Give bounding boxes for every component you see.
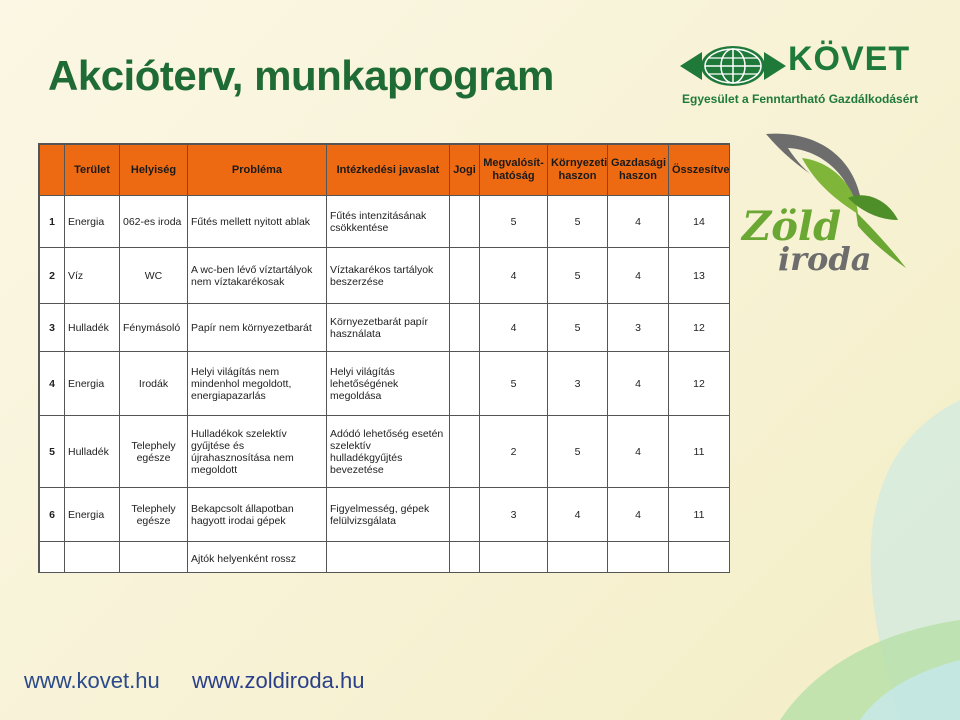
zold-logo-line1: Zöld — [742, 203, 842, 250]
col-header-problem: Probléma — [188, 145, 327, 196]
row-econ-benefit — [608, 542, 669, 574]
row-index: 3 — [40, 304, 65, 352]
kovet-logo-subtitle: Egyesület a Fenntartható Gazdálkodásért — [682, 92, 919, 106]
row-total: 13 — [669, 248, 730, 304]
decorative-swirl — [740, 360, 960, 720]
row-index: 2 — [40, 248, 65, 304]
row-econ-benefit: 4 — [608, 196, 669, 248]
row-index: 1 — [40, 196, 65, 248]
row-total — [669, 542, 730, 574]
row-feasibility: 2 — [480, 416, 548, 488]
row-feasibility: 3 — [480, 488, 548, 542]
row-problem: Hulladékok szelektív gyűjtése és újrahasznosítása nem megoldott — [188, 416, 327, 488]
row-env-benefit: 5 — [548, 416, 608, 488]
row-problem: A wc-ben lévő víztartályok nem víztakarékosak — [188, 248, 327, 304]
col-header-proposal: Intézkedési javaslat — [327, 145, 450, 196]
table-row — [40, 488, 730, 542]
table-row — [40, 248, 730, 304]
row-problem: Helyi világítás nem mindenhol megoldott, energiapazarlás — [188, 352, 327, 416]
row-room: Fénymásoló — [120, 304, 188, 352]
row-env-benefit: 5 — [548, 304, 608, 352]
row-legal — [450, 352, 480, 416]
row-room: Irodák — [120, 352, 188, 416]
action-plan-table — [39, 144, 730, 573]
table-row — [40, 416, 730, 488]
row-area: Hulladék — [65, 416, 120, 488]
row-feasibility — [480, 542, 548, 574]
row-room: Telephely egésze — [120, 416, 188, 488]
row-area — [65, 542, 120, 574]
row-econ-benefit: 3 — [608, 304, 669, 352]
row-econ-benefit: 4 — [608, 248, 669, 304]
col-header-feasibility: Megvalósít-hatóság — [480, 145, 548, 196]
row-proposal: Adódó lehetőség esetén szelektív hulladékgyűjtés bevezetése — [327, 416, 450, 488]
row-room: 062-es iroda — [120, 196, 188, 248]
row-env-benefit — [548, 542, 608, 574]
row-room: WC — [120, 248, 188, 304]
col-header-env-benefit: Környezeti haszon — [548, 145, 608, 196]
globe-icon — [680, 44, 786, 88]
kovet-logo — [680, 40, 920, 112]
row-problem: Ajtók helyenként rossz — [188, 542, 327, 574]
row-env-benefit: 5 — [548, 248, 608, 304]
row-legal — [450, 488, 480, 542]
zoldiroda-website-link[interactable]: www.zoldiroda.hu — [192, 668, 365, 693]
row-econ-benefit: 4 — [608, 416, 669, 488]
table-header-row — [40, 145, 730, 196]
row-legal — [450, 304, 480, 352]
row-total: 11 — [669, 488, 730, 542]
zold-logo-line2: iroda — [778, 240, 872, 278]
row-total: 12 — [669, 304, 730, 352]
row-room: Telephely egésze — [120, 488, 188, 542]
row-legal — [450, 542, 480, 574]
col-header-room: Helyiség — [120, 145, 188, 196]
row-econ-benefit: 4 — [608, 352, 669, 416]
row-total: 12 — [669, 352, 730, 416]
action-plan-table-wrapper — [38, 143, 730, 573]
row-proposal — [327, 542, 450, 574]
row-index: 4 — [40, 352, 65, 416]
table-row — [40, 196, 730, 248]
col-header-legal: Jogi — [450, 145, 480, 196]
row-problem: Fűtés mellett nyitott ablak — [188, 196, 327, 248]
table-row — [40, 542, 730, 574]
row-area: Hulladék — [65, 304, 120, 352]
row-room — [120, 542, 188, 574]
row-econ-benefit: 4 — [608, 488, 669, 542]
row-proposal: Fűtés intenzitásának csökkentése — [327, 196, 450, 248]
leaf-pen-icon — [738, 128, 914, 278]
row-proposal: Víztakarékos tartályok beszerzése — [327, 248, 450, 304]
row-legal — [450, 416, 480, 488]
row-feasibility: 5 — [480, 352, 548, 416]
table-row — [40, 304, 730, 352]
col-header-area: Terület — [65, 145, 120, 196]
row-area: Energia — [65, 352, 120, 416]
row-proposal: Környezetbarát papír használata — [327, 304, 450, 352]
row-feasibility: 4 — [480, 304, 548, 352]
row-problem: Papír nem környezetbarát — [188, 304, 327, 352]
row-env-benefit: 3 — [548, 352, 608, 416]
row-index: 5 — [40, 416, 65, 488]
row-total: 14 — [669, 196, 730, 248]
row-index — [40, 542, 65, 574]
row-problem: Bekapcsolt állapotban hagyott irodai gépek — [188, 488, 327, 542]
kovet-website-link[interactable]: www.kovet.hu — [24, 668, 160, 693]
col-header-index — [40, 145, 65, 196]
row-area: Energia — [65, 488, 120, 542]
col-header-econ-benefit: Gazdasági haszon — [608, 145, 669, 196]
row-proposal: Helyi világítás lehetőségének megoldása — [327, 352, 450, 416]
row-total: 11 — [669, 416, 730, 488]
kovet-logo-name: KÖVET — [788, 40, 911, 78]
zold-iroda-logo — [738, 128, 914, 278]
row-legal — [450, 196, 480, 248]
row-index: 6 — [40, 488, 65, 542]
row-feasibility: 5 — [480, 196, 548, 248]
row-feasibility: 4 — [480, 248, 548, 304]
row-proposal: Figyelmesség, gépek felülvizsgálata — [327, 488, 450, 542]
row-env-benefit: 4 — [548, 488, 608, 542]
page-title: Akcióterv, munkaprogram — [48, 52, 554, 99]
row-legal — [450, 248, 480, 304]
row-env-benefit: 5 — [548, 196, 608, 248]
table-row — [40, 352, 730, 416]
col-header-total: Összesítve — [669, 145, 730, 196]
row-area: Energia — [65, 196, 120, 248]
row-area: Víz — [65, 248, 120, 304]
